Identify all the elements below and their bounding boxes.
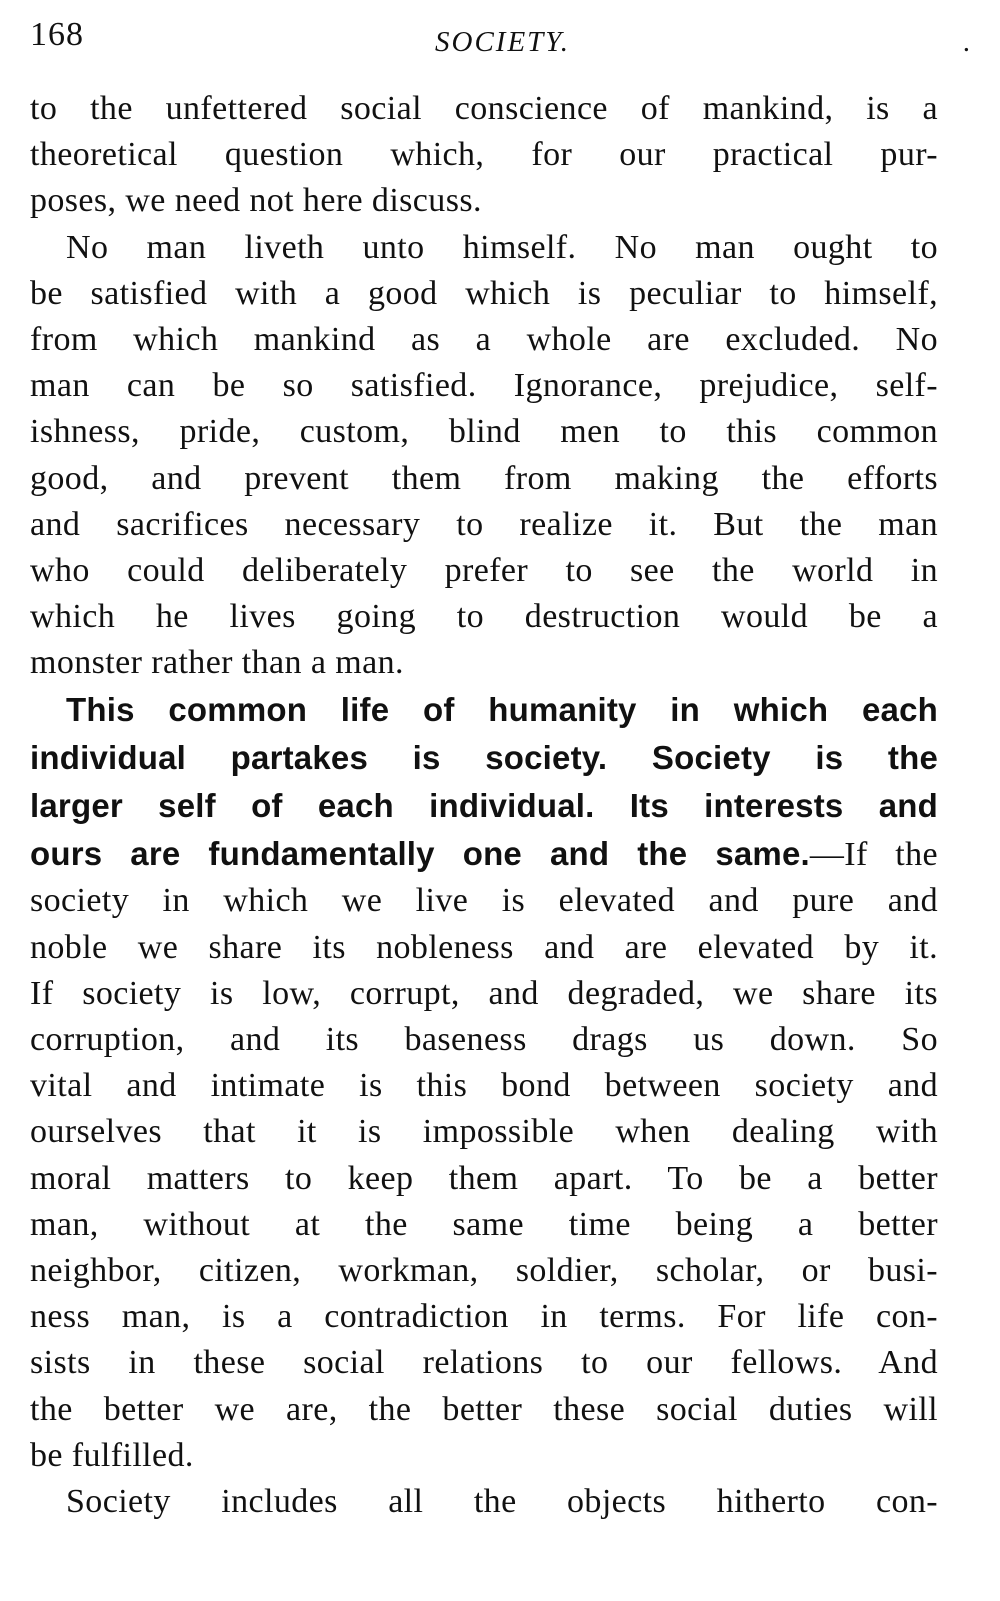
regular-run: —If the: [809, 836, 938, 874]
text-line: which he lives going to destruction would be a: [30, 598, 938, 636]
text-line: sists in these social relations to our fellows. And: [30, 1344, 938, 1382]
text-line: neighbor, citizen, workman, soldier, scholar, or busi-: [30, 1251, 938, 1289]
text-line: ishness, pride, custom, blind men to this common: [30, 413, 938, 451]
header-mark: .: [962, 26, 970, 58]
text-line: be satisfied with a good which is peculiar to himself,: [30, 274, 938, 312]
mixed-text-line: [30, 830, 938, 878]
text-line: the better we are, the better these social duties will: [30, 1390, 938, 1428]
paragraph-4: [30, 1479, 938, 1525]
text-line: be fulfilled.: [30, 1436, 194, 1474]
text-line: ourselves that it is impossible when dealing with: [30, 1113, 938, 1151]
text-line: to the unfettered social conscience of mankind, is a: [30, 90, 938, 127]
paragraph-3: [30, 686, 938, 1478]
running-head: SOCIETY.: [435, 26, 571, 58]
text-line: who could deliberately prefer to see the world in: [30, 551, 938, 589]
text-line: poses, we need not here discuss.: [30, 182, 482, 220]
text-line: noble we share its nobleness and are elevated by it.: [30, 928, 938, 966]
text-line: Society includes all the objects hitherto con-: [66, 1482, 938, 1520]
page-header: [30, 12, 970, 62]
text-line: society in which we live is elevated and pure and: [30, 882, 938, 920]
paragraph-2: [30, 225, 938, 687]
bold-text-line: This common life of humanity in which each: [66, 691, 938, 729]
text-line: If society is low, corrupt, and degraded, we share its: [30, 974, 938, 1012]
text-line: from which mankind as a whole are excluded. No: [30, 320, 938, 358]
body-text: [30, 86, 938, 1525]
text-line: No man liveth unto himself. No man ought to: [66, 228, 938, 266]
text-line: ness man, is a contradiction in terms. For life con-: [30, 1298, 938, 1336]
bold-text-line: individual partakes is society. Society is the: [30, 739, 938, 777]
text-line: monster rather than a man.: [30, 644, 404, 682]
text-line: good, and prevent them from making the efforts: [30, 459, 938, 497]
text-line: moral matters to keep them apart. To be a better: [30, 1159, 938, 1197]
bold-run: ours are fundamentally one and the same.: [30, 835, 810, 873]
text-line: man, without at the same time being a better: [30, 1205, 938, 1243]
bold-text-line: larger self of each individual. Its interests and: [30, 787, 938, 825]
page-number: 168: [30, 16, 84, 53]
text-line: corruption, and its baseness drags us down. So: [30, 1021, 938, 1058]
text-line: theoretical question which, for our practical pur-: [30, 136, 938, 174]
paragraph-1: [30, 86, 938, 225]
text-line: and sacrifices necessary to realize it. But the man: [30, 505, 938, 543]
text-line: vital and intimate is this bond between society and: [30, 1067, 938, 1105]
text-line: man can be so satisfied. Ignorance, prejudice, self-: [30, 367, 938, 405]
